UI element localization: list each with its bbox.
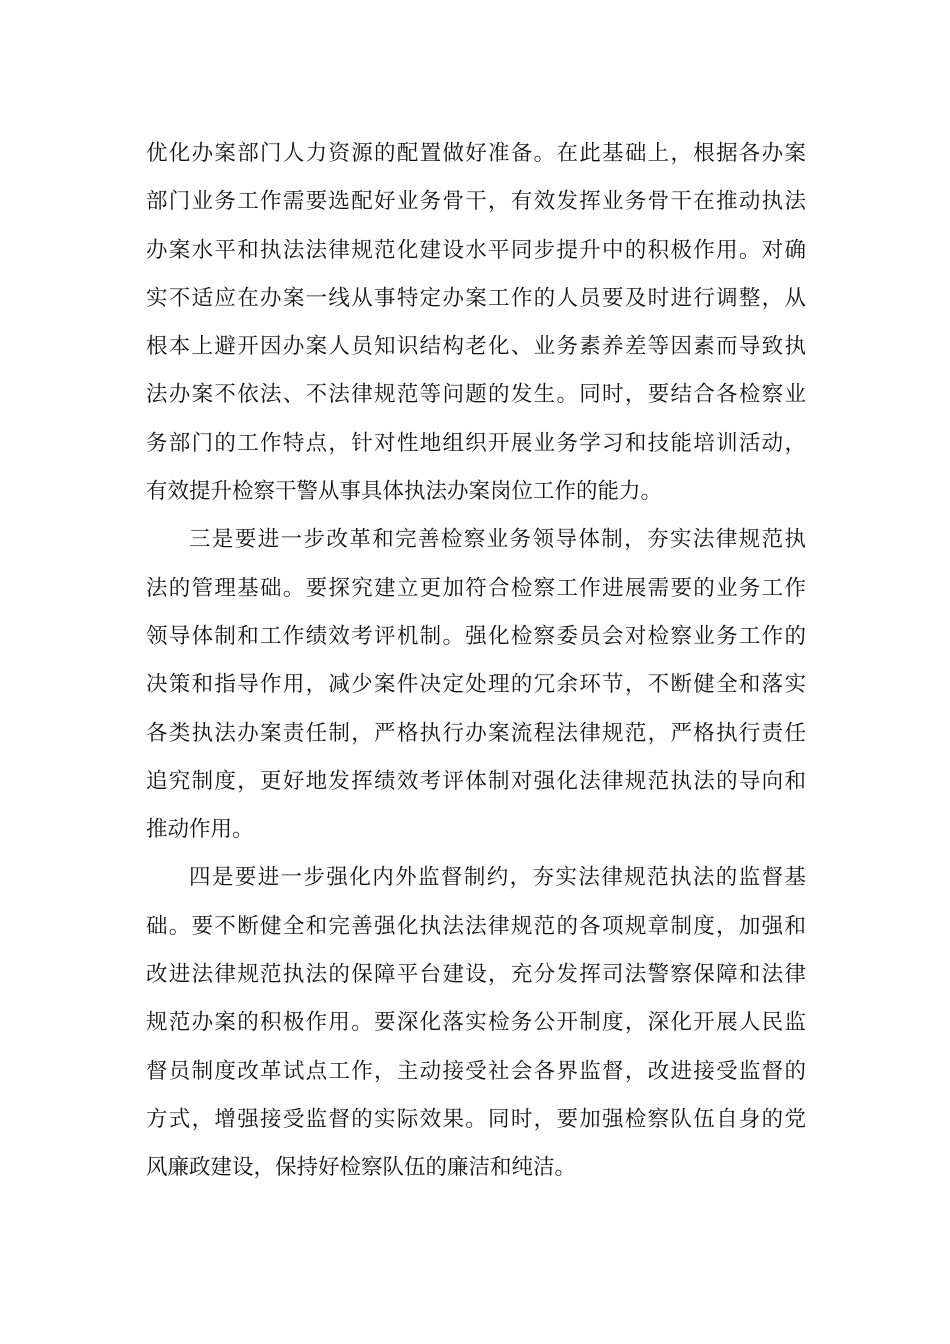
text-line: 决策和指导作用，减少案件决定处理的冗余环节，不断健全和落实 <box>146 672 806 698</box>
text-line: 风廉政建设，保持好检察队伍的廉洁和纯洁。 <box>146 1155 577 1181</box>
text-line: 四是要进一步强化内外监督制约，夯实法律规范执法的监督基 <box>189 865 806 891</box>
text-line: 有效提升检察干警从事具体执法办案岗位工作的能力。 <box>146 479 663 505</box>
text-line: 根本上避开因办案人员知识结构老化、业务素养差等因素而导致执 <box>146 334 806 360</box>
text-line: 督员制度改革试点工作，主动接受社会各界监督，改进接受监督的 <box>146 1058 806 1084</box>
paragraph-1 <box>146 130 806 516</box>
text-line: 优化办案部门人力资源的配置做好准备。在此基础上，根据各办案 <box>146 141 806 166</box>
text-line: 法办案不依法、不法律规范等问题的发生。同时，要结合各检察业 <box>146 382 806 408</box>
text-line: 础。要不断健全和完善强化执法法律规范的各项规章制度，加强和 <box>146 913 806 939</box>
text-line: 法的管理基础。要探究建立更加符合检察工作进展需要的业务工作 <box>146 575 806 601</box>
text-line: 追究制度，更好地发挥绩效考评体制对强化法律规范执法的导向和 <box>146 768 806 794</box>
text-line: 部门业务工作需要选配好业务骨干，有效发挥业务骨干在推动执法 <box>146 189 806 215</box>
text-line: 规范办案的积极作用。要深化落实检务公开制度，深化开展人民监 <box>146 1010 806 1036</box>
paragraph-3 <box>146 854 806 1192</box>
text-line: 务部门的工作特点，针对性地组织开展业务学习和技能培训活动， <box>146 430 806 456</box>
paragraph-2 <box>146 516 806 854</box>
text-line: 推动作用。 <box>146 817 254 843</box>
text-line: 三是要进一步改革和完善检察业务领导体制，夯实法律规范执 <box>189 527 806 553</box>
document-body <box>146 130 806 1193</box>
text-line: 各类执法办案责任制，严格执行办案流程法律规范，严格执行责任 <box>146 720 806 746</box>
text-line: 改进法律规范执法的保障平台建设，充分发挥司法警察保障和法律 <box>146 962 806 988</box>
text-line: 领导体制和工作绩效考评机制。强化检察委员会对检察业务工作的 <box>146 623 806 649</box>
text-line: 办案水平和执法法律规范化建设水平同步提升中的积极作用。对确 <box>146 237 806 263</box>
text-line: 方式，增强接受监督的实际效果。同时，要加强检察队伍自身的党 <box>146 1106 806 1132</box>
text-line: 实不适应在办案一线从事特定办案工作的人员要及时进行调整，从 <box>146 285 806 311</box>
